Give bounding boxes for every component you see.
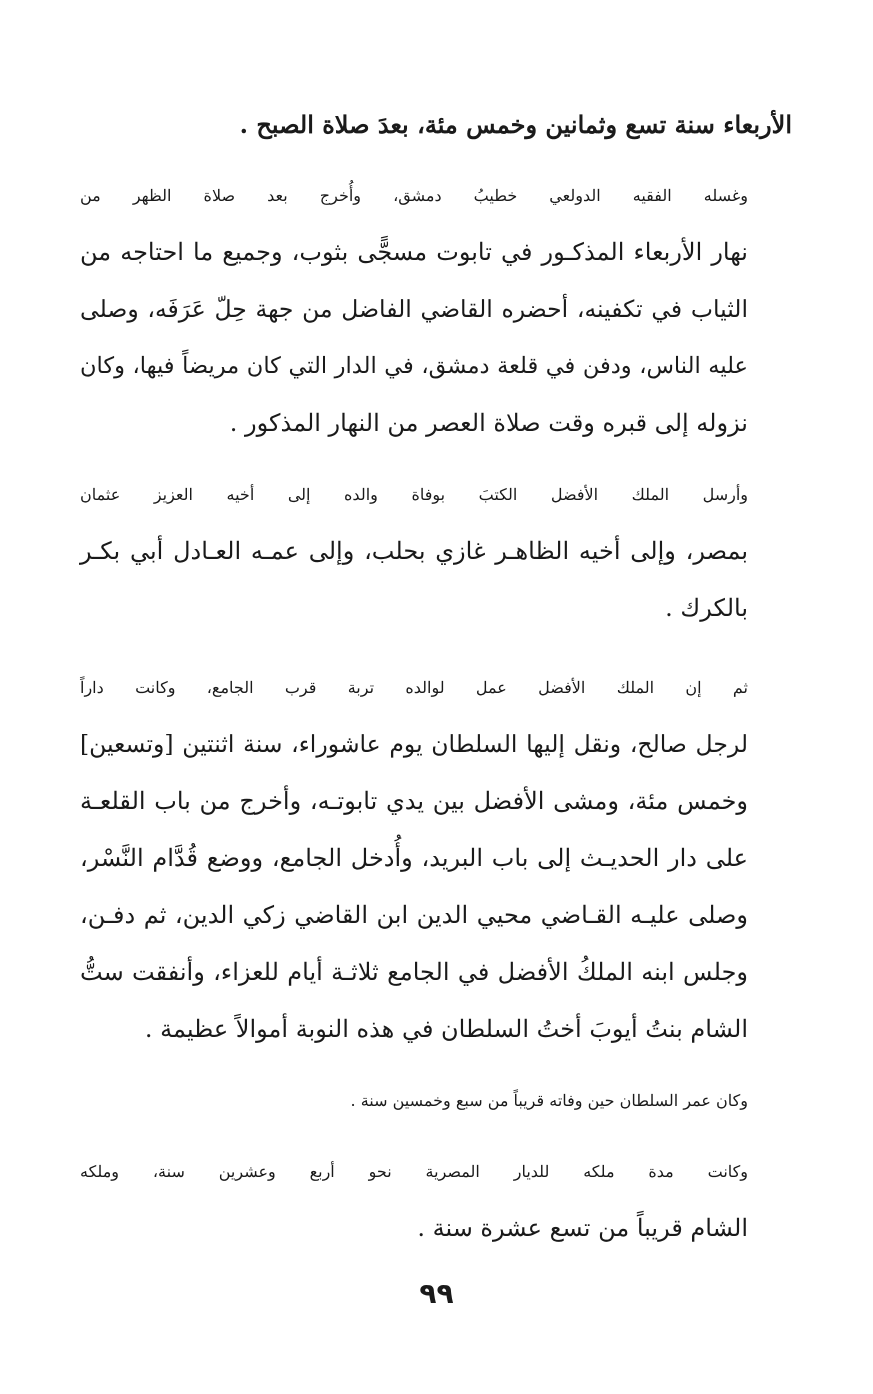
paragraph-6 — [80, 1143, 792, 1257]
text-line: وجلس ابنه الملكُ الأفضل في الجامع ثلاثـة أيام للعزاء، وأنفقت ستُّ — [80, 958, 748, 986]
text-line: نهار الأربعاء المذكـور في تابوت مسجًّى بثوب، وجميع ما احتاجه من — [80, 238, 748, 266]
text-line: وصلى عليـه القـاضي محيي الدين ابن القاضي زكي الدين، ثم دفـن، — [80, 901, 748, 929]
text-line: الثياب في تكفينه، أحضره القاضي الفاضل من جهة حِلّ عَرَفَه، وصلى — [80, 295, 748, 323]
text-line: وخمس مئة، ومشى الأفضل بين يدي تابوتـه، وأخرج من باب القلعـة — [80, 787, 748, 815]
paragraph-2 — [80, 167, 792, 452]
text-line: وكان عمر السلطان حين وفاته قريباً من سبع وخمسين سنة . — [350, 1091, 748, 1110]
paragraph-5 — [80, 1072, 792, 1129]
text-line: الأربعاء سنة تسع وثمانين وخمس مئة، بعدَ صلاة الصبح . — [239, 110, 792, 139]
text-line: الشام قريباً من تسع عشرة سنة . — [417, 1214, 748, 1242]
text-line: بالكرك . — [665, 594, 748, 622]
text-line: ثم إن الملك الأفضل عمل لوالده تربة قرب الجامع، وكانت داراً — [80, 678, 748, 697]
paragraph-4 — [80, 659, 792, 1058]
text-line: وغسله الفقيه الدولعي خطيبُ دمشق، وأُخرج بعد صلاة الظهر من — [80, 186, 748, 205]
page-number: ٩٩ — [419, 1277, 454, 1310]
text-line: بمصر، وإلى أخيه الظاهـر غازي بحلب، وإلى عمـه العـادل أبي بكـر — [80, 537, 748, 565]
text-line: نزوله إلى قبره وقت صلاة العصر من النهار المذكور . — [229, 409, 748, 437]
page-body-text — [80, 96, 792, 1257]
paragraph-1 — [80, 96, 792, 153]
text-line: وكانت مدة ملكه للديار المصرية نحو أربع وعشرين سنة، وملكه — [80, 1162, 748, 1181]
text-line: لرجل صالح، ونقل إليها السلطان يوم عاشوراء، سنة اثنتين [وتسعين] — [80, 730, 748, 758]
paragraph-3 — [80, 466, 792, 637]
text-line: على دار الحديـث إلى باب البريد، وأُدخل الجامع، ووضع قُدَّام النَّسْر، — [80, 844, 748, 872]
text-line: الشام بنتُ أيوبَ أختُ السلطان في هذه النوبة أموالاً عظيمة . — [144, 1015, 748, 1043]
text-line: عليه الناس، ودفن في قلعة دمشق، في الدار التي كان مريضاً فيها، وكان — [80, 353, 748, 379]
text-line: وأرسل الملك الأفضل الكتبَ بوفاة والده إلى أخيه العزيز عثمان — [80, 485, 748, 504]
